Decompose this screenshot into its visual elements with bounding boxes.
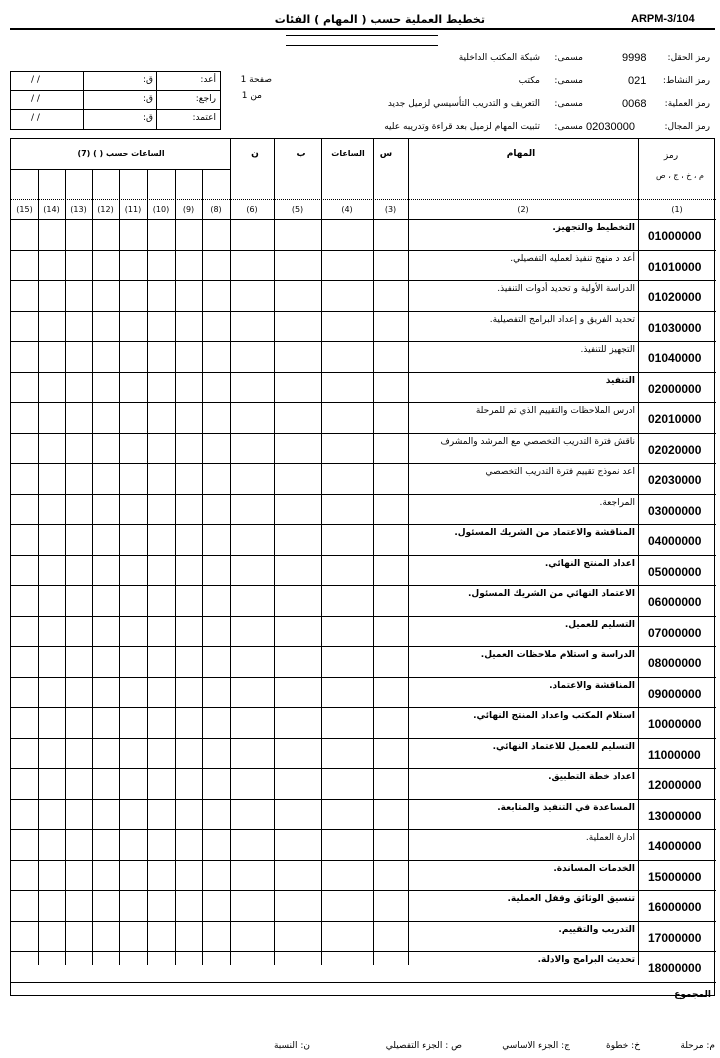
legend-step: خ: خطوة: [605, 1041, 640, 1051]
row-divider: [11, 402, 716, 403]
col-divider: [147, 169, 148, 965]
task-description: استلام المكتب واعداد المنتج النهائي.: [473, 711, 635, 721]
info-domain-label: رمز المجال:: [664, 122, 710, 132]
col-number: (9): [182, 205, 195, 214]
page-of: من 1: [241, 91, 262, 101]
row-divider: [11, 372, 716, 373]
task-code: 02010000: [648, 412, 702, 426]
page-title: تخطيط العملية حسب ( المهام ) الفئات: [274, 13, 485, 26]
task-description: التنفيذ: [605, 375, 635, 386]
task-code: 11000000: [648, 747, 701, 762]
task-code: 02020000: [648, 442, 702, 457]
col-number: (15): [16, 205, 33, 214]
approval-date[interactable]: / /: [31, 75, 40, 85]
row-divider: [11, 677, 716, 678]
info-activity-name: مكتب: [518, 76, 540, 86]
page-number: صفحة 1: [240, 75, 272, 85]
info-field-label: رمز الحقل:: [667, 53, 710, 63]
title-underline: [286, 35, 438, 36]
row-divider: [11, 951, 716, 952]
row-divider: [11, 799, 716, 800]
task-code: 01010000: [648, 259, 702, 274]
row-divider: [11, 250, 716, 251]
legend-ratio: ن: النسبة: [273, 1041, 310, 1051]
col-divider: [38, 169, 39, 965]
task-description: تنسيق الوثائق وقفل العملية.: [507, 894, 635, 904]
title-underline-2: [286, 45, 438, 46]
task-description: التدريب والتقييم.: [558, 924, 635, 935]
task-code: 15000000: [648, 869, 702, 884]
info-field-name-label: مسمى:: [554, 53, 583, 63]
info-activity-label: رمز النشاط:: [662, 76, 710, 86]
row-divider: [11, 524, 716, 525]
row-divider: [11, 616, 716, 617]
task-description: التخطيط والتجهيز.: [552, 223, 635, 233]
row-divider: [11, 890, 716, 891]
approval-sig[interactable]: ق:: [142, 75, 153, 85]
legend-main-part: ج: الجزء الاساسي: [502, 1041, 570, 1051]
task-code: 16000000: [648, 900, 702, 914]
title-rule: [10, 28, 715, 30]
legend-stage: م: مرحلة: [680, 1041, 715, 1051]
approval-date[interactable]: / /: [31, 113, 40, 123]
row-divider: [11, 311, 716, 312]
task-description: الدراسة الأولية و تحديد أدوات التنفيذ.: [497, 284, 635, 294]
task-description: المراجعة.: [599, 497, 635, 508]
row-divider: [11, 707, 716, 708]
task-code: 18000000: [648, 961, 702, 975]
approval-role-approved: اعتمد:: [192, 113, 216, 123]
col-head-b: ب: [296, 149, 306, 159]
col-divider: [65, 169, 66, 965]
col-number: (14): [43, 205, 60, 214]
col-divider: [92, 169, 93, 965]
group-header-rule: [11, 169, 230, 170]
row-divider: [11, 433, 716, 434]
task-code: 13000000: [648, 808, 702, 823]
total-label: المجموع: [674, 989, 711, 1000]
task-code: 08000000: [648, 656, 702, 670]
task-description: ناقش فترة التدريب التخصصي مع المرشد والمشرف: [440, 436, 635, 447]
info-domain-code: 02030000: [586, 121, 635, 133]
approval-role-prepared: أعد:: [200, 75, 216, 85]
header-bottom-rule: [11, 219, 716, 220]
task-description: المساعدة في التنفيذ والمتابعة.: [497, 802, 635, 813]
task-description: التسليم للعميل.: [564, 619, 635, 630]
task-code: 05000000: [648, 564, 702, 579]
task-description: الخدمات المساندة.: [553, 863, 635, 874]
task-description: التسليم للعميل للاعتماد النهائي.: [492, 741, 635, 752]
task-description: اعداد خطة التطبيق.: [548, 772, 635, 782]
col-head-task: المهام: [506, 149, 536, 159]
task-description: المناقشة والاعتماد.: [549, 680, 635, 691]
task-description: الاعتماد النهائي من الشريك المسئول.: [468, 589, 635, 599]
info-field-code: 9998: [622, 52, 647, 64]
info-process-name-label: مسمى:: [554, 99, 583, 109]
approval-role-reviewed: راجع:: [195, 94, 216, 104]
col-number: (13): [70, 205, 87, 214]
col-number: (4): [341, 205, 353, 214]
task-code: 01030000: [648, 320, 702, 335]
info-field-name: شبكة المكتب الداخلية: [458, 53, 540, 63]
form-code: ARPM-3/104: [631, 13, 695, 25]
col-divider: [408, 139, 409, 965]
info-domain-name: تثبيت المهام لزميل بعد قراءة وتدريبه عليه: [384, 122, 540, 132]
col-number: (5): [291, 205, 304, 214]
task-description: ادارة العملية.: [585, 833, 635, 843]
col-number: (11): [124, 205, 142, 214]
col-number: (12): [97, 205, 114, 214]
row-divider: [11, 738, 716, 739]
task-description: الدراسة و استلام ملاحظات العميل.: [480, 650, 635, 660]
col-number: (8): [210, 205, 222, 214]
col-divider: [638, 139, 639, 965]
col-head-hours-by: الساعات حسب ( ) (7): [77, 149, 165, 158]
info-activity-code: 021: [628, 75, 647, 87]
task-description: اعداد المنتج النهائي.: [544, 558, 635, 569]
row-divider: [11, 768, 716, 769]
task-code: 04000000: [648, 534, 702, 548]
task-code: 02000000: [648, 381, 702, 396]
task-code: 01020000: [648, 290, 702, 304]
approval-box: [10, 71, 221, 130]
row-divider: [11, 585, 716, 586]
task-description: التجهيز للتنفيذ.: [580, 345, 635, 355]
task-code: 01000000: [648, 229, 702, 243]
task-code: 03000000: [648, 503, 702, 518]
task-code: 07000000: [648, 625, 702, 640]
col-number-rule: [11, 199, 716, 200]
task-code: 01040000: [648, 351, 702, 365]
col-divider: [202, 169, 203, 965]
col-number: (10): [152, 205, 170, 214]
task-code: 02030000: [648, 473, 702, 487]
info-process-name: التعريف و التدريب التأسيسي لزميل جديد: [387, 99, 540, 109]
task-description: تحديد الفريق و إعداد البرامج التفصيلية.: [489, 314, 635, 325]
col-number: (6): [246, 205, 258, 214]
col-divider: [230, 139, 231, 965]
task-description: اعد نموذج تقييم فترة التدريب التخصصي: [485, 467, 635, 477]
col-number: (1): [671, 205, 683, 214]
approval-sig[interactable]: ق:: [142, 113, 153, 123]
task-description: أعد د منهج تنفيذ لعمليه التفصيلي.: [510, 253, 635, 264]
row-divider: [11, 494, 716, 495]
task-description: ادرس الملاحظات والتقييم الذي تم للمرحلة: [475, 406, 635, 416]
col-divider: [119, 169, 120, 965]
planning-table: [10, 138, 715, 1000]
task-code: 12000000: [648, 778, 702, 792]
info-process-label: رمز العملية:: [664, 99, 710, 109]
col-head-s: س: [379, 149, 393, 159]
task-code: 09000000: [648, 686, 702, 701]
row-divider: [11, 829, 716, 830]
row-divider: [11, 860, 716, 861]
approval-sig[interactable]: ق:: [142, 94, 153, 104]
info-domain-name-label: مسمى:: [554, 122, 583, 132]
task-code: 06000000: [648, 595, 702, 609]
approval-date[interactable]: / /: [31, 94, 40, 104]
col-divider: [321, 139, 322, 965]
col-number: (2): [517, 205, 529, 214]
row-divider: [11, 463, 716, 464]
row-divider: [11, 921, 716, 922]
task-code: 14000000: [648, 839, 702, 853]
task-description: تحديث البرامج والادلة.: [537, 955, 635, 965]
row-divider: [11, 982, 716, 983]
row-divider: [11, 341, 716, 342]
info-activity-name-label: مسمى:: [554, 76, 583, 86]
col-divider: [373, 139, 374, 965]
task-code: 10000000: [648, 717, 702, 731]
row-divider: [11, 280, 716, 281]
row-divider: [11, 646, 716, 647]
col-number: (3): [384, 205, 397, 214]
col-head-hours: الساعات: [331, 149, 365, 158]
col-divider: [175, 169, 176, 965]
row-divider: [11, 555, 716, 556]
info-process-code: 0068: [622, 98, 647, 110]
col-head-code: رمز: [663, 151, 679, 161]
legend-detail-part: ص : الجزء التفصيلي: [385, 1041, 462, 1051]
task-code: 17000000: [648, 930, 702, 945]
col-head-n: ن: [251, 149, 259, 159]
task-description: المناقشة والاعتماد من الشريك المسئول.: [454, 528, 635, 538]
col-head-code-types: م ، خ ، ج ، ص: [656, 171, 704, 180]
col-divider: [274, 139, 275, 965]
